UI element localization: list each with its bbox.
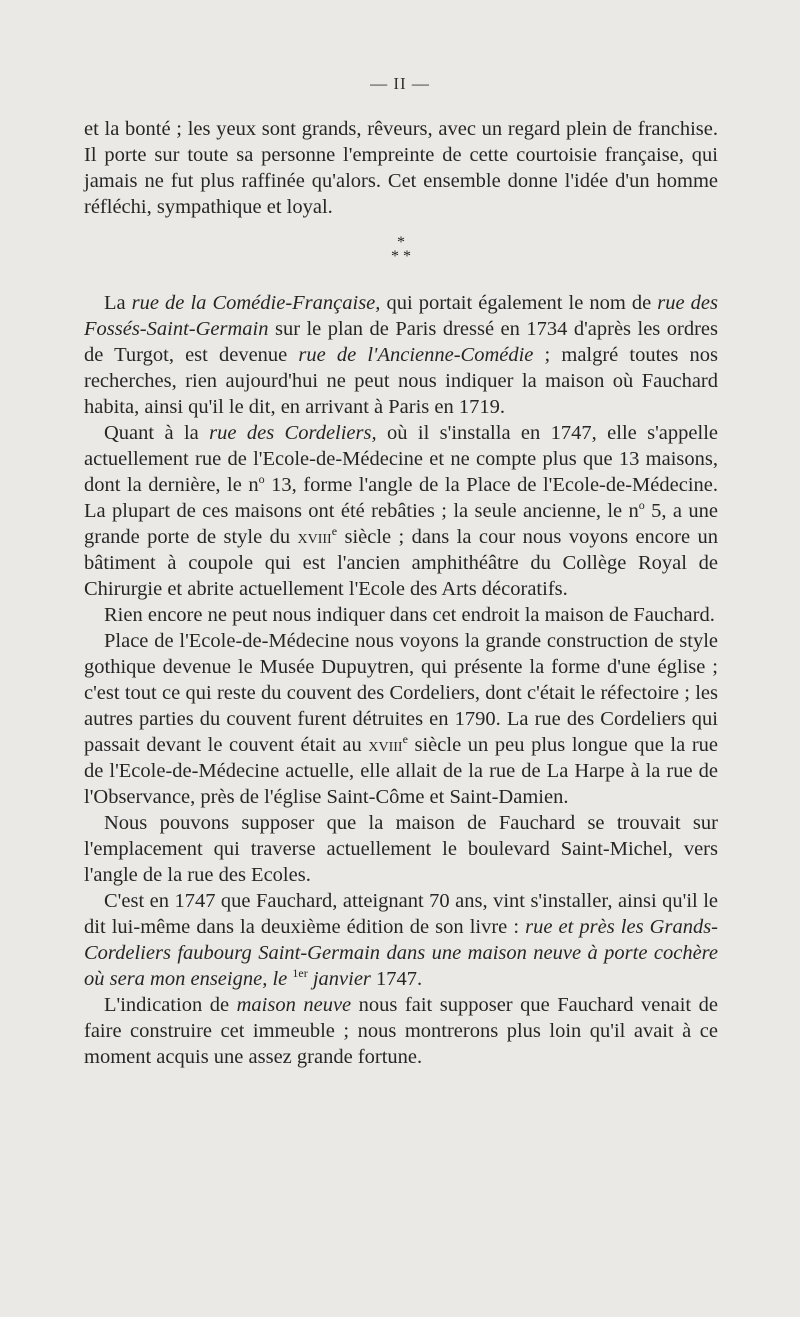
p2-text-1: La bbox=[104, 292, 132, 314]
asterism-bottom: * * bbox=[391, 248, 411, 265]
p8-text-2: nous fait supposer que Fauchard venait de faire construire cet immeuble ; nous montrerons plus loin qu'il avait à ce moment acquis une assez grande fortune. bbox=[84, 994, 718, 1068]
page-number: — II — bbox=[370, 74, 430, 93]
p2-italic-3: rue de l'Ancienne-Comédie bbox=[298, 344, 534, 366]
paragraph-6: Nous pouvons supposer que la maison de Fauchard se trouvait sur l'emplacement qui traverse actuellement le boulevard Saint-Michel, vers l'angle de la rue des Ecoles. bbox=[84, 812, 718, 886]
paragraph-7 bbox=[84, 888, 718, 992]
p3-century: xviii bbox=[297, 526, 332, 548]
paragraph-1: et la bonté ; les yeux sont grands, rêveurs, avec un regard plein de franchise. Il porte sur toute sa personne l'empreinte de cette courtoisie française, qui jamais ne fut plus raffinée qu'alors. Cet ensemble donne l'idée d'un homme réfléchi, sympathique et loyal. bbox=[84, 118, 718, 218]
p2-italic-2: rue des Fossés-Saint-Germain bbox=[84, 292, 718, 340]
p2-italic-1: rue de la Comédie-Française, bbox=[131, 292, 381, 314]
p7-italic-2: janvier bbox=[307, 968, 371, 990]
p2-text-2: qui portait également le nom de bbox=[380, 292, 658, 314]
p3-text-2: où il s'installa en 1747, elle s'appelle actuellement rue de l'Ecole-de-Médecine et ne compte plus que 13 maisons, dont la dernière, le n bbox=[84, 422, 718, 496]
p5-text-1: Place de l'Ecole-de-Médecine nous voyons la grande construction de style gothique devenue le Musée Dupuytren, qui présente la forme d'une église ; c'est tout ce qui reste du couvent des Cordeliers, dont c'était le réfectoire ; les autres parties du couvent furent détruites en 1790. La rue des Cordeliers qui passait devant le couvent était au bbox=[84, 630, 718, 756]
p5-text-2: siècle un peu plus longue que la rue de l'Ecole-de-Médecine actuelle, elle allait de la rue de La Harpe à la rue de l'Observance, près de l'église Saint-Côme et Saint-Damien. bbox=[84, 734, 718, 808]
asterism-top: * bbox=[397, 234, 405, 251]
body-text bbox=[84, 116, 718, 1070]
p7-text-2: 1747. bbox=[370, 968, 423, 990]
p7-sup-1: 1er bbox=[292, 966, 308, 981]
p7-text-1: C'est en 1747 que Fauchard, atteignant 70 ans, vint s'installer, ainsi qu'il le dit lui-même dans la deuxième édition de son livre : bbox=[84, 890, 718, 938]
p8-text-1: L'indication de bbox=[104, 994, 237, 1016]
paragraph-5 bbox=[84, 628, 718, 810]
paragraph-4: Rien encore ne peut nous indiquer dans cet endroit la maison de Fauchard. bbox=[104, 604, 715, 626]
paragraph-2 bbox=[84, 290, 718, 420]
paragraph-8 bbox=[84, 992, 718, 1070]
p7-italic-1: rue et près les Grands-Cordeliers faubourg Saint-Germain dans une maison neuve à porte cochère où sera mon enseigne, le bbox=[84, 916, 718, 990]
p3-sup-1: o bbox=[258, 472, 265, 487]
p3-italic-1: rue des Cordeliers, bbox=[209, 422, 377, 444]
p8-italic-1: maison neuve bbox=[236, 994, 352, 1016]
p3-text-3: 13, forme l'angle de la Place de l'Ecole-de-Médecine. La plupart de ces maisons ont été rebâties ; la seule ancienne, le n bbox=[84, 474, 718, 522]
p3-sup-2: o bbox=[638, 498, 645, 513]
p3-text-5: siècle ; dans la cour nous voyons encore un bâtiment à coupole qui est l'ancien amphithéâtre du Collège Royal de Chirurgie et abrite actuellement l'Ecole des Arts décoratifs. bbox=[84, 526, 718, 600]
p2-text-4: ; malgré toutes nos recherches, rien aujourd'hui ne peut nous indiquer la maison où Fauchard habita, ainsi qu'il le dit, en arrivant à Paris en 1719. bbox=[84, 344, 718, 418]
p3-text-4: 5, a une grande porte de style du bbox=[84, 500, 718, 548]
paragraph-3 bbox=[84, 420, 718, 602]
p5-sup-1: e bbox=[402, 732, 408, 747]
p5-century: xviii bbox=[368, 734, 403, 756]
p3-text-1: Quant à la bbox=[104, 422, 210, 444]
asterism-divider bbox=[84, 236, 718, 264]
p2-text-3: sur le plan de Paris dressé en 1734 d'après les ordres de Turgot, est devenue bbox=[84, 318, 718, 366]
p3-sup-3: e bbox=[331, 524, 338, 539]
